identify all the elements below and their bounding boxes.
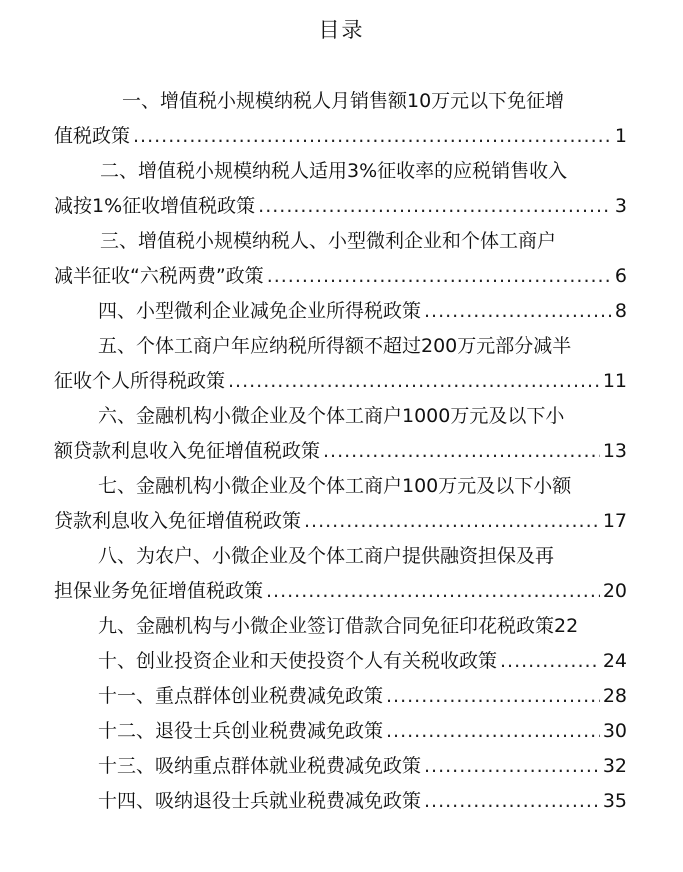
toc-entry-text: 六、金融机构小微企业及个体工商户1000万元及以下小: [98, 405, 565, 427]
dot-leader: [424, 784, 600, 819]
toc-entry-3[interactable]: [54, 224, 627, 294]
toc-entry-10[interactable]: [54, 644, 627, 679]
toc-entry-text-cont: 担保业务免征增值税政策: [54, 580, 264, 602]
toc-page-number: 35: [602, 790, 627, 812]
toc-entry-13[interactable]: [54, 749, 627, 784]
table-of-contents: [54, 84, 627, 819]
toc-entry-text: 九、金融机构与小微企业签订借款合同免征印花税政策: [98, 615, 555, 637]
toc-page-number: 11: [602, 370, 627, 392]
dot-leader: [386, 714, 600, 749]
toc-entry-text: 四、小型微利企业减免企业所得税政策: [98, 300, 422, 322]
toc-entry-text: 五、个体工商户年应纳税所得额不超过200万元部分减半: [98, 335, 572, 357]
toc-entry-text-cont: 减按1%征收增值税政策: [54, 195, 256, 217]
toc-entry-14[interactable]: [54, 784, 627, 819]
toc-page-number: 22: [554, 615, 579, 637]
toc-entry-text: 十一、重点群体创业税费减免政策: [98, 685, 384, 707]
dot-leader: [267, 259, 612, 294]
toc-entry-text-cont: 额贷款利息收入免征增值税政策: [54, 440, 321, 462]
toc-entry-9[interactable]: [54, 609, 627, 644]
toc-entry-4[interactable]: [54, 294, 627, 329]
dot-leader: [386, 679, 600, 714]
toc-entry-text: 一、增值税小规模纳税人月销售额10万元以下免征增: [122, 90, 565, 112]
toc-entry-text: 十、创业投资企业和天使投资个人有关税收政策: [98, 650, 498, 672]
toc-entry-6[interactable]: [54, 399, 627, 469]
toc-entry-text-cont: 征收个人所得税政策: [54, 370, 226, 392]
toc-entry-text: 十四、吸纳退役士兵就业税费减免政策: [98, 790, 422, 812]
dot-leader: [424, 749, 600, 784]
toc-entry-text: 八、为农户、小微企业及个体工商户提供融资担保及再: [98, 545, 555, 567]
page-title: 目录: [318, 18, 365, 42]
toc-entry-12[interactable]: [54, 714, 627, 749]
toc-entry-7[interactable]: [54, 469, 627, 539]
toc-entry-text: 二、增值税小规模纳税人适用3%征收率的应税销售收入: [100, 160, 568, 182]
toc-entry-8[interactable]: [54, 539, 627, 609]
dot-leader: [266, 574, 600, 609]
dot-leader: [258, 189, 612, 224]
toc-page-number: 13: [602, 440, 627, 462]
toc-entry-5[interactable]: [54, 329, 627, 399]
dot-leader: [323, 434, 600, 469]
toc-entry-text-cont: 减半征收“六税两费”政策: [54, 265, 264, 287]
dot-leader: [133, 119, 612, 154]
toc-entry-text: 十二、退役士兵创业税费减免政策: [98, 720, 384, 742]
dot-leader: [500, 644, 600, 679]
toc-entry-11[interactable]: [54, 679, 627, 714]
toc-entry-text: 三、增值税小规模纳税人、小型微利企业和个体工商户: [100, 230, 557, 252]
dot-leader: [304, 504, 600, 539]
toc-page-number: 30: [602, 720, 627, 742]
toc-entry-text: 七、金融机构小微企业及个体工商户100万元及以下小额: [98, 475, 572, 497]
toc-entry-text-cont: 贷款利息收入免征增值税政策: [54, 510, 302, 532]
toc-entry-1[interactable]: [54, 84, 627, 154]
toc-page-number: 20: [602, 580, 627, 602]
toc-page-number: 1: [614, 125, 627, 147]
dot-leader: [228, 364, 600, 399]
toc-page-number: 6: [614, 265, 627, 287]
dot-leader: [424, 294, 612, 329]
toc-entry-text: 十三、吸纳重点群体就业税费减免政策: [98, 755, 422, 777]
toc-entry-2[interactable]: [54, 154, 627, 224]
toc-page-number: 3: [614, 195, 627, 217]
toc-page-number: 28: [602, 685, 627, 707]
toc-page-number: 32: [602, 755, 627, 777]
toc-page-number: 17: [602, 510, 627, 532]
toc-entry-text-cont: 值税政策: [54, 125, 131, 147]
toc-page-number: 8: [614, 300, 627, 322]
toc-page-number: 24: [602, 650, 627, 672]
